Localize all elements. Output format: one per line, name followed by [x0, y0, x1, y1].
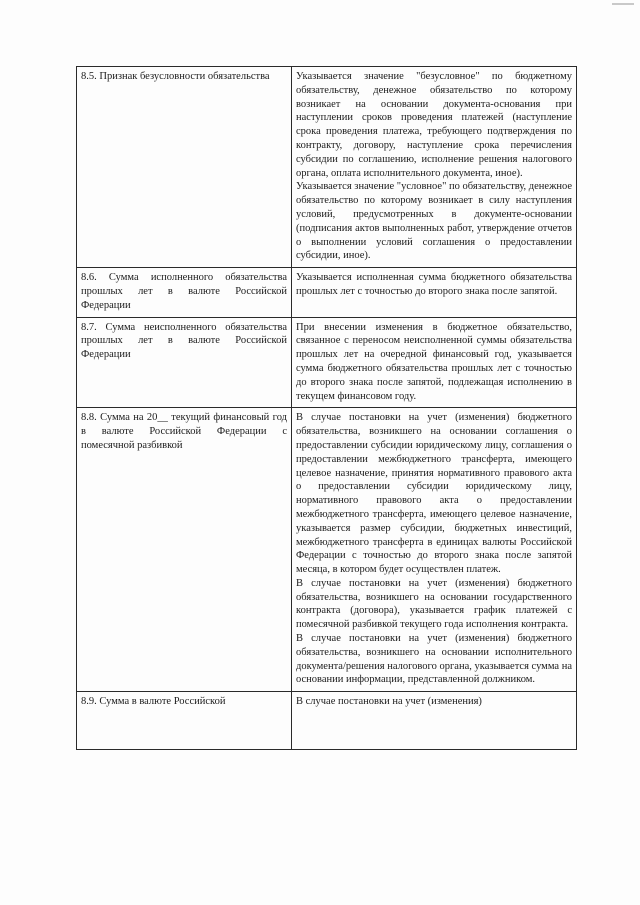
requisites-table	[76, 66, 577, 750]
row-description	[292, 408, 577, 692]
row-label: 8.9. Сумма в валюте Российской	[77, 692, 292, 750]
row-label: 8.6. Сумма исполненного обязательства прошлых лет в валюте Российской Федерации	[77, 268, 292, 317]
table-row	[77, 408, 577, 692]
row-label: 8.7. Сумма неисполненного обязательства прошлых лет в валюте Российской Федерации	[77, 317, 292, 408]
paragraph: В случае постановки на учет (изменения) бюджетного обязательства, возникшего на основании государственного контракта (договора), указывается график платежей с помесячной разбивкой текущего года исполнения контракта.	[296, 577, 572, 631]
paragraph: При внесении изменения в бюджетное обязательство, связанное с переносом неисполненной суммы обязательства прошлых лет на очередной финансовый год, указывается сумма бюджетного обязательства прошлых лет с точностью до второго знака после запятой, подлежащая исполнению в текущем финансовом году.	[296, 321, 572, 402]
scan-mark	[612, 3, 634, 5]
paragraph: В случае постановки на учет (изменения) бюджетного обязательства, возникшего на основании соглашения о предоставлении субсидии юридическому лицу, соглашения о предоставлении межбюджетного трансферта, имеющего целевое назначение, принятия нормативного правового акта о предоставлении субсидии юридическому лицу, нормативного правового акта о предоставлении межбюджетного трансферта, имеющего целевое назначение, указывается размер субсидии, бюджетных инвестиций, межбюджетного трансферта в единицах валюты Российской Федерации с точностью до второго знака после запятой месяца, в котором будет осуществлен платеж.	[296, 412, 572, 576]
row-label: 8.8. Сумма на 20__ текущий финансовый год в валюте Российской Федерации с помесячной разбивкой	[77, 408, 292, 692]
table-row	[77, 317, 577, 408]
row-description	[292, 692, 577, 750]
row-description	[292, 317, 577, 408]
table-row	[77, 67, 577, 268]
table-row	[77, 268, 577, 317]
table-row	[77, 692, 577, 750]
paragraph: Указывается исполненная сумма бюджетного обязательства прошлых лет с точностью до второго знака после запятой.	[296, 272, 572, 297]
paragraph: В случае постановки на учет (изменения) бюджетного обязательства, возникшего на основании исполнительного документа/решения налогового органа, указывается сумма на основании информации, представленной должником.	[296, 633, 572, 686]
row-description	[292, 268, 577, 317]
paragraph: Указывается значение "безусловное" по бюджетному обязательству, денежное обязательство по которому возникает на основании документа-основания при наступлении сроков проведения платежей (наступление срока проведения платежа, требующего подтверждения по контракту, договору, наступление срока перечисления субсидии по соглашению, исполнение решения налогового органа, оплата исполнительного документа, иное).	[296, 71, 572, 179]
paragraph: Указывается значение "условное" по обязательству, денежное обязательство по которому возникает в силу наступления условий, предусмотренных в документе-основании (подписания актов выполненных работ, утверждение отчетов о выполнении условий соглашения о предоставлении субсидии, иное).	[296, 181, 572, 262]
paragraph: В случае постановки на учет (изменения)	[296, 696, 482, 708]
row-description	[292, 67, 577, 268]
row-label: 8.5. Признак безусловности обязательства	[77, 67, 292, 268]
